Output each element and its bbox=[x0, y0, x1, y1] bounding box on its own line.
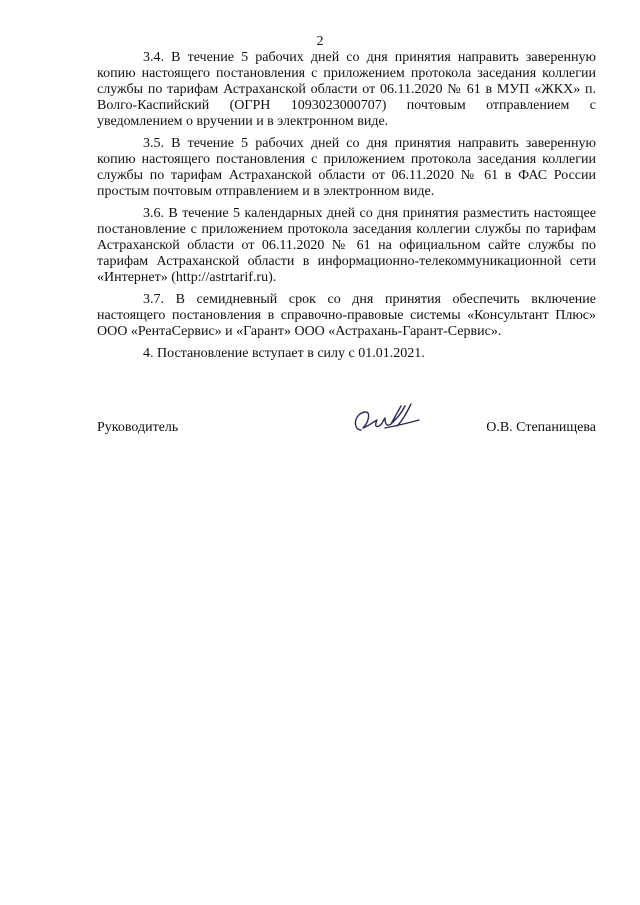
signature-block bbox=[97, 400, 596, 445]
handwritten-signature bbox=[349, 400, 429, 444]
paragraph-4: 4. Постановление вступает в силу с 01.01.2021. bbox=[143, 346, 425, 362]
page-number: 2 bbox=[316, 34, 324, 49]
paragraph-3-5: 3.5. В течение 5 рабочих дней со дня принятия направить заверенную копию настоящего постановления с приложением протокола заседания коллегии службы по тарифам Астраханской области от 06.11.2020 № 61 в ФАС России простым почтовым отправлением и в электронном виде. bbox=[97, 136, 596, 199]
paragraph-3-4: 3.4. В течение 5 рабочих дней со дня принятия направить заверенную копию настоящего постановления с приложением протокола заседания коллегии службы по тарифам Астраханской области от 06.11.2020 № 61 в МУП «ЖКХ» п. Волго-Каспийский (ОГРН 1093023000707) почтовым отправлением с уведомлением о вручении и в электронном виде. bbox=[97, 50, 596, 129]
signer-position: Руководитель bbox=[97, 420, 179, 435]
paragraph-3-6: 3.6. В течение 5 календарных дней со дня принятия разместить настоящее постановление с приложением протокола заседания коллегии службы по тарифам Астраханской области от 06.11.2020 № 61 на официальном сайте службы по тарифам Астраханской области в информационно-телекоммуникационной сети «Интернет» (http://astrtarif.ru). bbox=[97, 206, 596, 285]
signer-name: О.В. Степанищева bbox=[486, 420, 596, 435]
document-body bbox=[97, 50, 596, 369]
paragraph-3-7: 3.7. В семидневный срок со дня принятия обеспечить включение настоящего постановления в справочно-правовые системы «Консультант Плюс» ООО «РентаСервис» и «Гарант» ООО «Астрахань-Гарант-Сервис». bbox=[97, 292, 596, 339]
